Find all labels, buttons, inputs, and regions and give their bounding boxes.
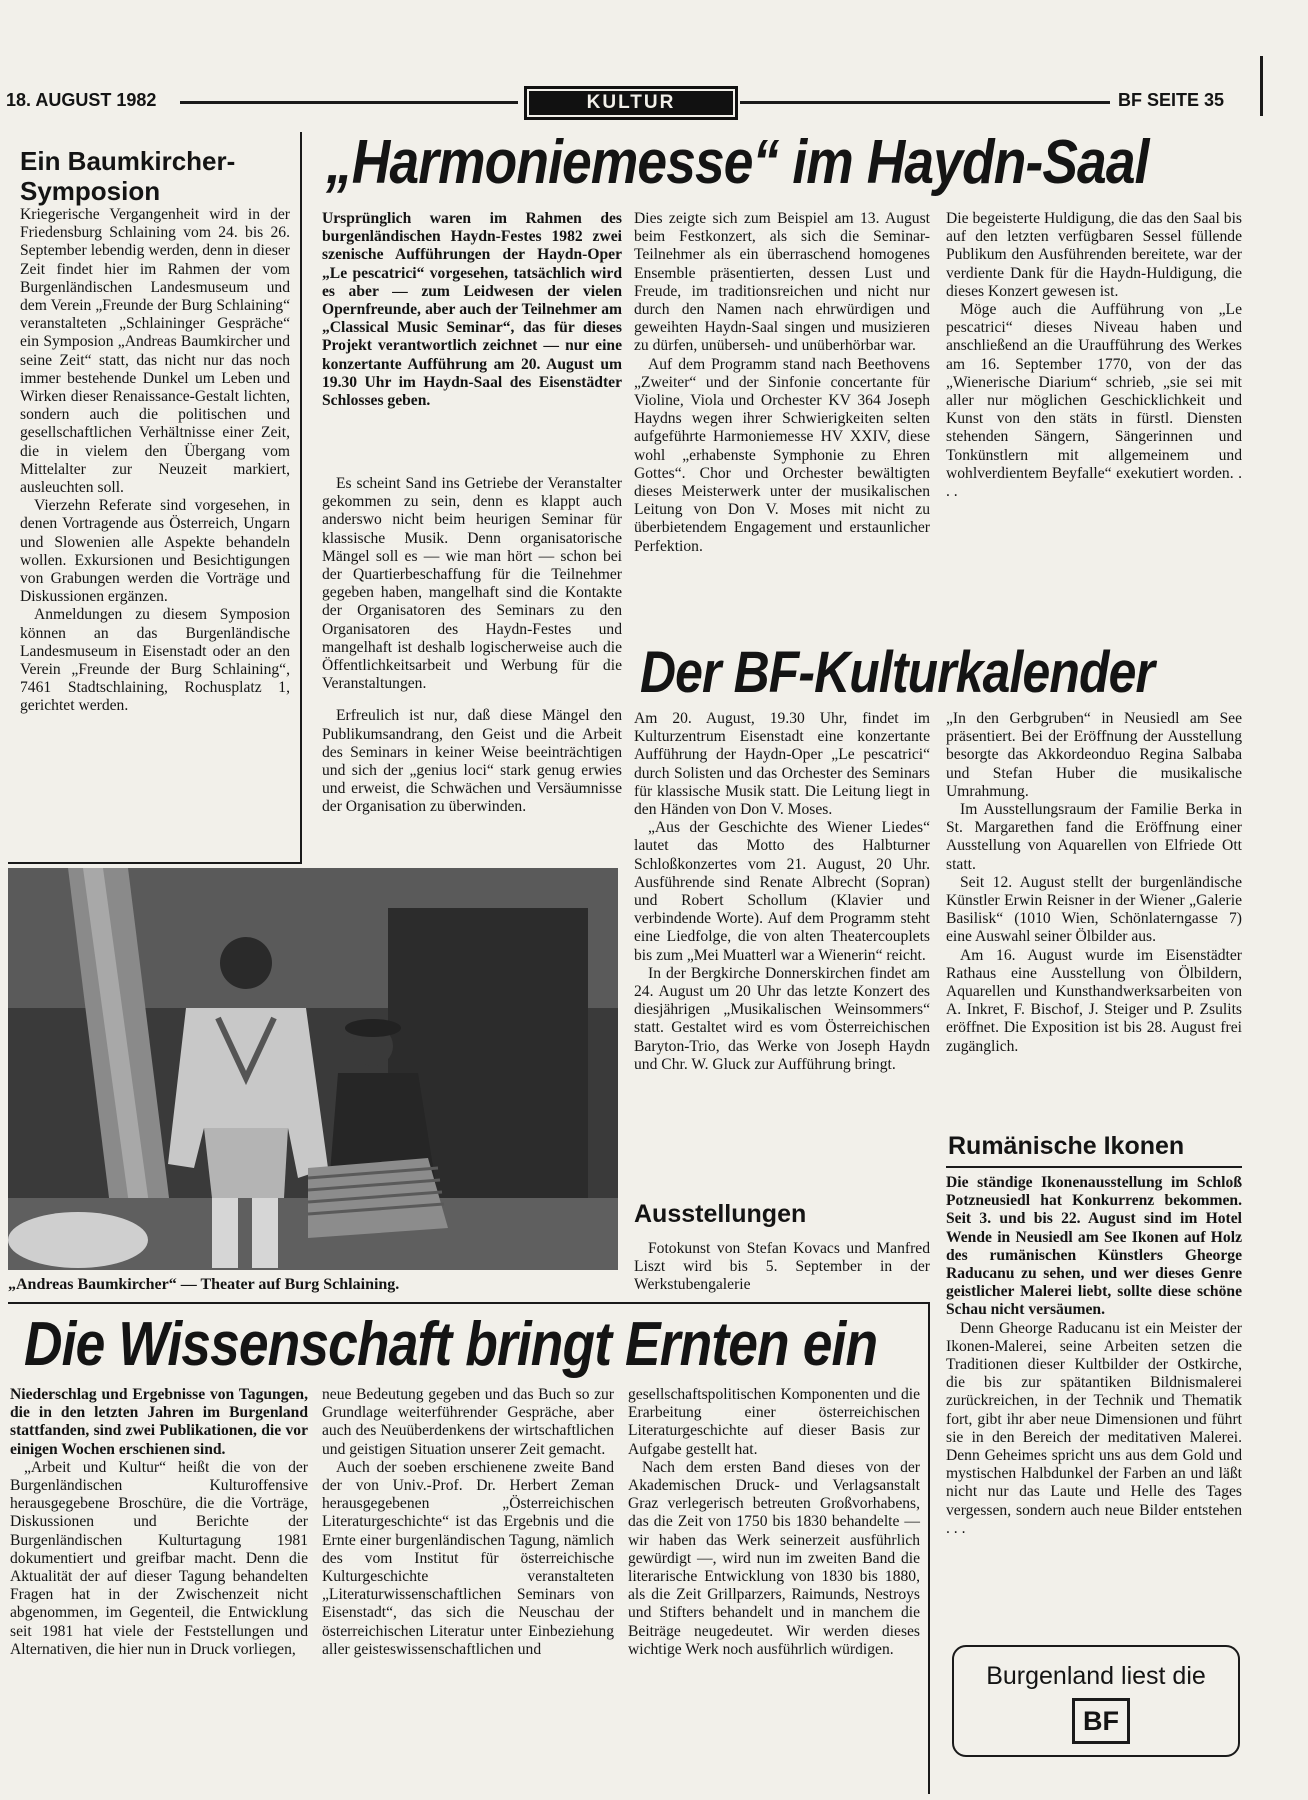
kalender-paragraph: In der Bergkirche Donnerskirchen findet am 24. August um 20 Uhr das letzte Konzert des diesjährigen „Musikalischen Weinsommers“ statt. Gestaltet wird es vom Österreichischen Baryton-Trio, das Werke von Joseph Haydn und Chr. W. Gluck zur Aufführung bringt.	[634, 964, 930, 1073]
wissenschaft-paragraph: neue Bedeutung gegeben und das Buch so zur Grundlage weiterführender Gespräche, aber auch des Neuüberdenkens der wirtschaftlichen und geistigen Situation unserer Zeit gemacht.	[322, 1386, 614, 1458]
kalender-paragraph: Am 16. August wurde im Eisenstädter Rathaus eine Ausstellung von Ölbildern, Aquarellen und Kunsthandwerksarbeiten von A. Inkret, F. Bischof, J. Steiger und P. Zsulits eröffnet. Die Exposition ist bis 28. August frei zugänglich.	[946, 946, 1242, 1055]
ikonen-text-col	[946, 1174, 1242, 1538]
symposion-paragraph: Vierzehn Referate sind vorgesehen, in denen Vortragende aus Österreich, Ungarn und Slowenien alle Aspekte behandeln wollen. Exkursionen und Besichtigungen von Grabungen werden die Vorträge und Diskussionen ergänzen.	[20, 497, 290, 606]
harmoniemesse-paragraph: Erfreulich ist nur, daß diese Mängel den Publikumsandrang, den Geist und die Arbeit des Seminars in keiner Weise beeinträchtigen und sich der „genius loci“ stark genug erwies und erweist, die Schwächen und Versäumnisse der Organisation zu überwinden.	[322, 707, 622, 816]
ikonen-text: Denn Gheorge Raducanu ist ein Meister der Ikonen-Malerei, seine Arbeiten setzen die Traditionen dieser Kultbilder der Ostkirche, die bis zur spätantiken Bildnismalerei zurückreichen, in der Technik und Thematik fort, gibt ihr aber neue Dimensionen und führt sie in den Bereich der meditativen Malerei. Denn Geheimes spricht uns aus dem Gold und mystischen Halbdunkel der Farben an und läßt nicht nur das Laute und Helle des Tages vergessen, sondern auch neue Bilder entstehen . . .	[946, 1319, 1242, 1537]
harmoniemesse-paragraph: Möge auch die Aufführung von „Le pescatrici“ dieses Niveau haben und anschließend an die Uraufführung des Werkes am 16. September 1770, von der das „Wienerische Diarium“ schrieb, „sie sei mit aller nur möglichen Geschicklichkeit und Kunst von den stäts in fürstl. Diensten stehenden Sängern, Sängerinnen und Tonkünstlern mit allgemeinem und wohlverdientem Beyfalle“ exekutiert worden. . . .	[946, 301, 1242, 501]
kalender-col-2	[946, 710, 1242, 1056]
harmoniemesse-paragraph: Dies zeigte sich zum Beispiel am 13. August beim Festkonzert, als sich die Seminar-Teilnehmer als ein überraschend homogenes Ensemble präsentierten, dessen Lust und Freude, im traditionsreichen und nicht nur durch den Namen nach ehrwürdigen und geweihten Haydn-Saal singen und musizieren zu dürfen, unüberseh- und unüberhörbar war.	[634, 210, 930, 355]
masthead-rule-left	[180, 101, 518, 104]
theater-photo-illustration	[8, 868, 618, 1270]
photo-caption: „Andreas Baumkircher“ — Theater auf Burg Schlaining.	[8, 1276, 400, 1293]
wissenschaft-col-2	[322, 1386, 614, 1659]
wissenschaft-col-3	[628, 1386, 920, 1659]
harmoniemesse-paragraph: Auf dem Programm stand nach Beethovens „Zweiter“ und der Sinfonie concertante für Violine, Viola und Orchester KV 364 Joseph Haydns wegen ihrer Schwierigkeiten selten aufgeführte Harmoniemesse HV XXIV, diese wohl „erhabenste Symphonie zu Ehren Gottes“. Chor und Orchester bewältigten dieses Meisterwerk unter der musikalischen Leitung von Don V. Moses mit nicht zu überbietendem Engagement und erstaunlicher Perfektion.	[634, 355, 930, 555]
kalender-headline: Der BF-Kulturkalender	[640, 640, 1155, 705]
harmoniemesse-paragraph: Ursprünglich waren im Rahmen des burgenländischen Haydn-Festes 1982 zwei szenische Aufführungen der Haydn-Oper „Le pescatrici“ vorgesehen, tatsächlich wird es aber — zum Leidwesen der vielen Opernfreunde, aber auch der Teilnehmer am „Classical Music Seminar“, das für dieses Projekt verantwortlich zeichnet — nur eine konzertante Aufführung am 20. August um 19.30 Uhr im Haydn-Saal des Eisenstädter Schlosses geben.	[322, 210, 622, 410]
ausstellungen-text-col	[634, 1240, 930, 1295]
masthead-rule-right	[740, 101, 1110, 104]
kalender-paragraph: Seit 12. August stellt der burgenländische Künstler Erwin Reisner in der Wiener „Galerie Basilisk“ (1010 Wien, Schönlaterngasse 7) eine Auswahl seiner Ölbilder aus.	[946, 873, 1242, 946]
masthead-date: 18. AUGUST 1982	[6, 90, 157, 110]
wissenschaft-paragraph: gesellschaftspolitischen Komponenten und die Erarbeitung einer österreichischen Literaturgeschichte auf dieser Basis zur Aufgabe gestellt hat.	[628, 1386, 920, 1458]
masthead-section: KULTUR	[524, 86, 738, 120]
masthead-page: BF SEITE 35	[1118, 90, 1225, 110]
bf-logo: BF	[1072, 1698, 1130, 1744]
harmoniemesse-col-1	[322, 210, 622, 424]
ikonen-rule	[946, 1166, 1242, 1168]
wissenschaft-paragraph: Auch der soeben erschienene zweite Band der von Univ.-Prof. Dr. Herbert Zeman herausgegebenen „Österreichischen Literaturgeschichte“ ist das Ergebnis und die Ernte einer burgenländischen Tagung, nämlich des vom Institut für österreichische Kulturgeschichte veranstalteten „Literaturwissenschaftlichen Seminars von Eisenstadt“, das sich die Neuschau der österreichischen Literatur unter Einbeziehung aller geisteswissenschaftlichen und	[322, 1458, 614, 1658]
harmoniemesse-col-2	[634, 210, 930, 556]
symposion-paragraph: Anmeldungen zu diesem Symposion können an das Burgenländische Landesmuseum in Eisenstadt oder an den Verein „Freunde der Burg Schlaining“, 7461 Stadtschlaining, Rochusplatz 1, gerichtet werden.	[20, 606, 290, 715]
harmoniemesse-col-1-rest	[322, 475, 622, 817]
wissenschaft-paragraph: Niederschlag und Ergebnisse von Tagungen, die in den letzten Jahren im Burgenland stattfanden, sind zwei Publikationen, die vor einigen Wochen erschienen sind.	[10, 1386, 308, 1458]
symposion-paragraph: Kriegerische Vergangenheit wird in der Friedensburg Schlaining vom 24. bis 26. September lebendig werden, denn in dieser Zeit findet hier im Rahmen der vom Burgenländischen Landesmuseum und dem Verein „Freunde der Burg Schlaining“ veranstalteten „Schlaininger Gespräche“ ein Symposion „Andreas Baumkircher und seine Zeit“ statt, das nicht nur das noch immer bestehende Dunkel um Leben und Wirken dieser Renaissance-Gestalt lichten, sondern auch die politischen und gesellschaftlichen Verhältnisse einer Zeit, die in vielem den Übergang vom Mittelalter zur Neuzeit markiert, ausleuchten soll.	[20, 206, 290, 497]
symposion-text	[20, 206, 290, 716]
ikonen-title: Rumänische Ikonen	[948, 1132, 1185, 1160]
symposion-title: Ein Baumkircher-Symposion	[20, 146, 236, 206]
harmoniemesse-paragraph: Es scheint Sand ins Getriebe der Veranstalter gekommen zu sein, denn es klappt auch anderswo nicht beim heurigen Seminar für klassische Musik. Denn organisatorische Mängel soll es — wie man hört — schon bei der Quartierbeschaffung für die Teilnehmer gegeben haben, mangelhaft sind die Kontakte der Organisatoren des Seminars zu den Organisatoren des Haydn-Festes und mangelhaft ist deshalb logischerweise auch die Öffentlichkeitsarbeit und Werbung für die Veranstaltungen.	[322, 475, 622, 693]
harmoniemesse-headline: „Harmoniemesse“ im Haydn-Saal	[326, 128, 1149, 197]
kalender-col-1	[634, 710, 930, 1074]
wissenschaft-headline: Die Wissenschaft bringt Ernten ein	[24, 1310, 878, 1379]
wissenschaft-paragraph: „Arbeit und Kultur“ heißt die von der Burgenländischen Kulturoffensive herausgegebene Broschüre, die die Vorträge, Diskussionen und Berichte der Burgenländischen Kulturtagung 1981 dokumentiert und greifbar macht. Denn die Aktualität der auf dieser Tagung behandelten Fragen hat in der Zwischenzeit nicht abgenommen, im Gegenteil, die Entwicklung seit 1981 hat viele der Feststellungen und Alternativen, die hier nun in Druck vorliegen,	[10, 1458, 308, 1658]
kalender-paragraph: „Aus der Geschichte des Wiener Liedes“ lautet das Motto des Halbturner Schloßkonzertes vom 21. August, 20 Uhr. Ausführende sind Renate Albrecht (Sopran) und Robert Schollum (Klavier und verbindende Worte). Auf dem Programm steht eine Liedfolge, die von alten Theatercouplets bis zum „Mei Muatterl war a Wienerin“ reicht.	[634, 819, 930, 964]
edge-mark	[1260, 56, 1263, 116]
theater-photo	[8, 868, 618, 1270]
ad-text: Burgenland liest die	[986, 1662, 1206, 1690]
kalender-paragraph: Am 20. August, 19.30 Uhr, findet im Kulturzentrum Eisenstadt eine konzertante Aufführung der Haydn-Oper „Le pescatrici“ durch Solisten und das Orchester des Seminars für klassische Musik statt. Die Leitung liegt in den Händen von Don V. Moses.	[634, 710, 930, 819]
harmoniemesse-col-3	[946, 210, 1242, 501]
kalender-paragraph: Im Ausstellungsraum der Familie Berka in St. Margarethen fand die Eröffnung einer Ausstellung von Aquarellen von Elfriede Ott statt.	[946, 801, 1242, 873]
kalender-paragraph: „In den Gerbgruben“ in Neusiedl am See präsentiert. Bei der Eröffnung der Ausstellung besorgte das Akkordeonduo Regina Salbaba und Stefan Huber die musikalische Umrahmung.	[946, 710, 1242, 800]
ausstellungen-text: Fotokunst von Stefan Kovacs und Manfred Liszt wird bis 5. September in der Werkstubengalerie	[634, 1240, 930, 1294]
ikonen-lead: Die ständige Ikonenausstellung im Schloß Potzneusiedl hat Konkurrenz bekommen. Seit 3. und bis 22. August sind im Hotel Wende in Neusiedl am See Ikonen auf Holz des rumänischen Künstlers Gheorge Raducanu zu sehen, und wer dieses Genre geistlicher Malerei liebt, sollte diese schöne Schau nicht versäumen.	[946, 1174, 1242, 1319]
wissenschaft-paragraph: Nach dem ersten Band dieses von der Akademischen Druck- und Verlagsanstalt Graz verlegerisch betreuten Großvorhabens, das die Zeit von 1750 bis 1830 behandelte — wir haben das Werk seinerzeit ausführlich gewürdigt —, wird nun im zweiten Band die literarische Entwicklung von 1830 bis 1880, als die Zeit Grillparzers, Raimunds, Nestroys und Stifters behandelt und in manchem die Beiträge neugedeutet. Wir werden dieses wichtige Werk noch ausführlich würdigen.	[628, 1458, 920, 1658]
ausstellungen-title: Ausstellungen	[634, 1200, 807, 1228]
wissenschaft-col-1	[10, 1386, 308, 1659]
harmoniemesse-paragraph: Die begeisterte Huldigung, die das den Saal bis auf den letzten verfügbaren Sessel füllende Publikum den Ausführenden bereitete, war der verdiente Dank für die Haydn-Huldigung, die dieses Konzert gewesen ist.	[946, 210, 1242, 300]
